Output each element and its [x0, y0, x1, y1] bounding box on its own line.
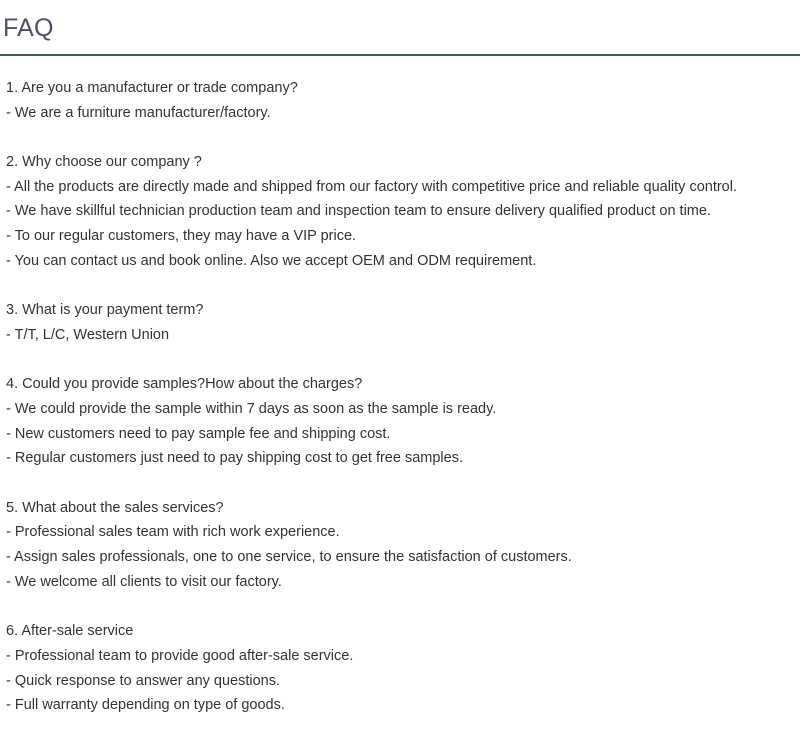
faq-answer: - Professional team to provide good after-sale service. [6, 647, 354, 664]
faq-list [0, 56, 794, 718]
faq-question: 3. What is your payment term? [6, 302, 204, 319]
page-title: FAQ [3, 14, 54, 42]
faq-answer: - T/T, L/C, Western Union [6, 326, 170, 343]
faq-item-2 [6, 150, 794, 273]
faq-answer: - Regular customers just need to pay shipping cost to get free samples. [6, 450, 463, 467]
faq-item-4 [6, 372, 794, 471]
faq-answer: - Quick response to answer any questions. [6, 672, 281, 689]
faq-answer: - All the products are directly made and shipped from our factory with competitive price and reliable quality control. [6, 178, 737, 195]
faq-answer: - We welcome all clients to visit our factory. [6, 573, 282, 590]
faq-answer: - We are a furniture manufacturer/factory. [6, 104, 271, 121]
faq-item-6 [6, 619, 794, 718]
faq-answer: - To our regular customers, they may have a VIP price. [6, 228, 357, 245]
faq-header [0, 0, 800, 56]
faq-answer: - New customers need to pay sample fee and shipping cost. [6, 425, 391, 442]
faq-answer: - You can contact us and book online. Also we accept OEM and ODM requirement. [6, 252, 537, 269]
faq-answer: - Full warranty depending on type of goods. [6, 697, 285, 714]
faq-question: 1. Are you a manufacturer or trade company? [6, 80, 298, 96]
faq-question: 5. What about the sales services? [6, 499, 224, 516]
faq-question: 2. Why choose our company ? [6, 154, 202, 171]
faq-question: 6. After-sale service [6, 623, 134, 640]
faq-answer: - Assign sales professionals, one to one service, to ensure the satisfaction of customers. [6, 549, 572, 566]
faq-item-1 [6, 76, 794, 125]
faq-answer: - We have skillful technician production team and inspection team to ensure delivery qualified product on time. [6, 203, 711, 220]
faq-item-5 [6, 496, 794, 595]
faq-answer: - Professional sales team with rich work experience. [6, 524, 340, 541]
faq-item-3 [6, 298, 794, 347]
faq-question: 4. Could you provide samples?How about the charges? [6, 376, 363, 393]
faq-answer: - We could provide the sample within 7 days as soon as the sample is ready. [6, 400, 497, 417]
